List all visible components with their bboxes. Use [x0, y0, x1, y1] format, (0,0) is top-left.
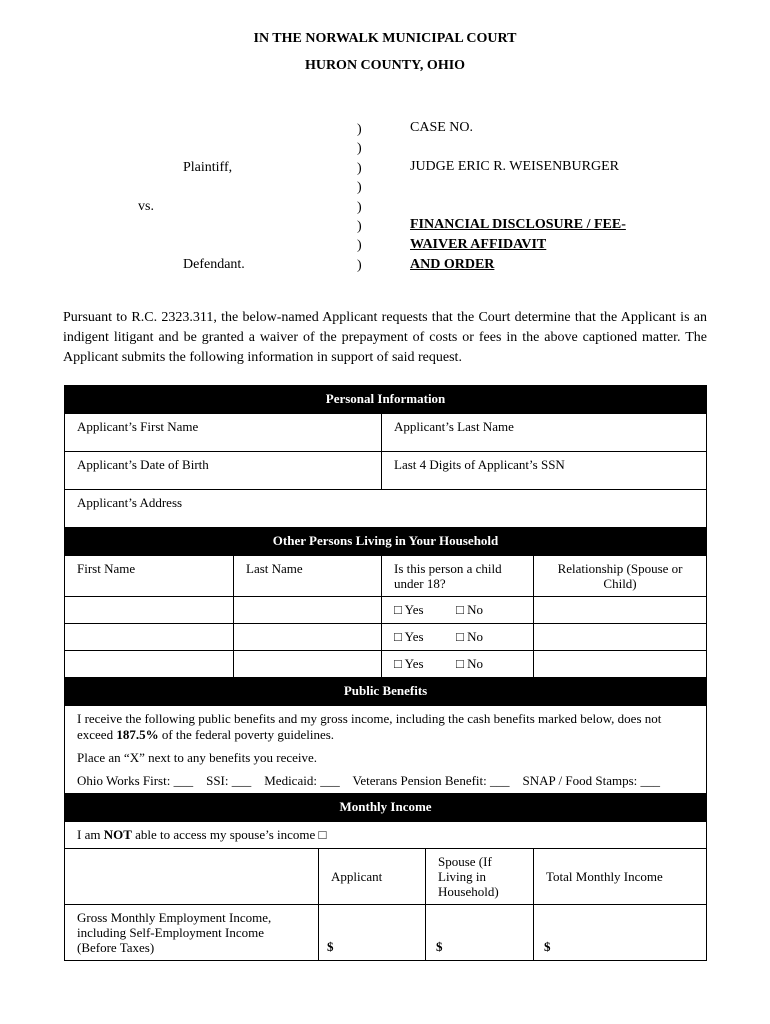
- household-relationship-input[interactable]: [534, 597, 707, 624]
- household-heading-row: [65, 528, 707, 556]
- household-last-name-input[interactable]: [234, 651, 382, 678]
- household-first-name-input[interactable]: [65, 624, 234, 651]
- gross-income-label: Gross Monthly Employment Income, including Self-Employment Income (Before Taxes): [65, 905, 319, 961]
- household-heading: Other Persons Living in Your Household: [65, 528, 707, 556]
- last-name-field[interactable]: [382, 414, 707, 452]
- title-line: AND ORDER: [410, 257, 495, 272]
- document-title: [410, 215, 626, 275]
- paren: ): [357, 219, 362, 235]
- col-spouse: Spouse (If Living in Household): [426, 849, 534, 905]
- paren: ): [357, 160, 362, 176]
- title-line: FINANCIAL DISCLOSURE / FEE-: [410, 217, 626, 232]
- ssn-field[interactable]: [382, 452, 707, 490]
- household-relationship-input[interactable]: [534, 651, 707, 678]
- spouse-income-checkbox[interactable]: able to access my spouse’s income □: [131, 827, 327, 842]
- benefits-instruction: Place an “X” next to any benefits you receive.: [77, 750, 318, 765]
- paren: ): [357, 141, 362, 157]
- first-name-label: Applicant’s First Name: [77, 419, 199, 434]
- dob-field[interactable]: [65, 452, 382, 490]
- income-heading-row: [65, 794, 707, 822]
- household-relationship-input[interactable]: [534, 624, 707, 651]
- col-total-income: Total Monthly Income: [534, 849, 707, 905]
- household-last-name-input[interactable]: [234, 597, 382, 624]
- child-yes-no: [382, 651, 534, 678]
- col-first-name: First Name: [65, 556, 234, 597]
- personal-info-heading: Personal Information: [65, 386, 707, 414]
- paren: ): [357, 180, 362, 196]
- ssn-label: Last 4 Digits of Applicant’s SSN: [394, 457, 565, 472]
- total-income-input[interactable]: $: [534, 905, 707, 961]
- poverty-percent: 187.5%: [116, 727, 159, 742]
- applicant-income-input[interactable]: $: [319, 905, 426, 961]
- no-checkbox[interactable]: □ No: [456, 602, 483, 617]
- title-line: WAIVER AFFIDAVIT: [410, 237, 547, 252]
- defendant-label: Defendant.: [183, 257, 245, 272]
- benefits-options: Ohio Works First: ___ SSI: ___ Medicaid: ___ Veterans Pension Benefit: ___ SNAP / Food Stamps: ___: [77, 773, 661, 788]
- household-row: [65, 651, 707, 678]
- court-name: IN THE NORWALK MUNICIPAL COURT: [253, 31, 517, 46]
- benefits-statement: I receive the following public benefits and my gross income, including the cash benefits marked below, does not exceed 187.5% of the federal poverty guidelines.: [77, 711, 662, 742]
- statute-reference: Pursuant to R.C. 2323.311: [63, 310, 214, 325]
- col-last-name: Last Name: [234, 556, 382, 597]
- address-label: Applicant’s Address: [77, 495, 183, 510]
- col-child-under-18: Is this person a child under 18?: [382, 556, 534, 597]
- intro-text: , the below-named Applicant requests that the Court determine that the Applicant is an indigent litigant and be granted a waiver of the prepayment of costs or fees in the above captioned matter. The Applicant submits the following information in support of said request.: [63, 310, 707, 365]
- benefits-heading-row: [65, 678, 707, 706]
- case-number-label: CASE NO.: [410, 120, 474, 135]
- plaintiff-label: Plaintiff,: [183, 160, 233, 175]
- income-heading: Monthly Income: [65, 794, 707, 822]
- paren: ): [357, 238, 362, 254]
- personal-info-heading-row: [65, 386, 707, 414]
- county-name: HURON COUNTY, OHIO: [304, 58, 466, 73]
- vs-label: vs.: [138, 199, 154, 214]
- income-blank-header: [65, 849, 319, 905]
- spouse-income-input[interactable]: $: [426, 905, 534, 961]
- household-first-name-input[interactable]: [65, 597, 234, 624]
- benefits-heading: Public Benefits: [65, 678, 707, 706]
- spouse-income-statement: I am NOT able to access my spouse’s income □: [65, 822, 707, 849]
- household-first-name-input[interactable]: [65, 651, 234, 678]
- last-name-label: Applicant’s Last Name: [394, 419, 514, 434]
- affidavit-form: [64, 385, 707, 961]
- address-field[interactable]: [65, 490, 707, 528]
- caption-parens: [357, 120, 362, 275]
- dob-label: Applicant’s Date of Birth: [77, 457, 209, 472]
- household-row: [65, 624, 707, 651]
- paren: ): [357, 122, 362, 137]
- no-checkbox[interactable]: □ No: [456, 656, 483, 671]
- col-relationship: Relationship (Spouse or Child): [534, 556, 707, 597]
- benefits-section: [65, 706, 707, 794]
- yes-checkbox[interactable]: □ Yes: [394, 656, 424, 671]
- child-yes-no: [382, 597, 534, 624]
- yes-checkbox[interactable]: □ Yes: [394, 629, 424, 644]
- no-checkbox[interactable]: □ No: [456, 629, 483, 644]
- child-yes-no: [382, 624, 534, 651]
- judge-name: JUDGE ERIC R. WEISENBURGER: [410, 159, 619, 174]
- yes-checkbox[interactable]: □ Yes: [394, 602, 424, 617]
- paren: ): [357, 199, 362, 215]
- intro-paragraph: [63, 308, 707, 368]
- household-row: [65, 597, 707, 624]
- household-last-name-input[interactable]: [234, 624, 382, 651]
- paren: ): [357, 257, 362, 273]
- col-applicant: Applicant: [319, 849, 426, 905]
- first-name-field[interactable]: [65, 414, 382, 452]
